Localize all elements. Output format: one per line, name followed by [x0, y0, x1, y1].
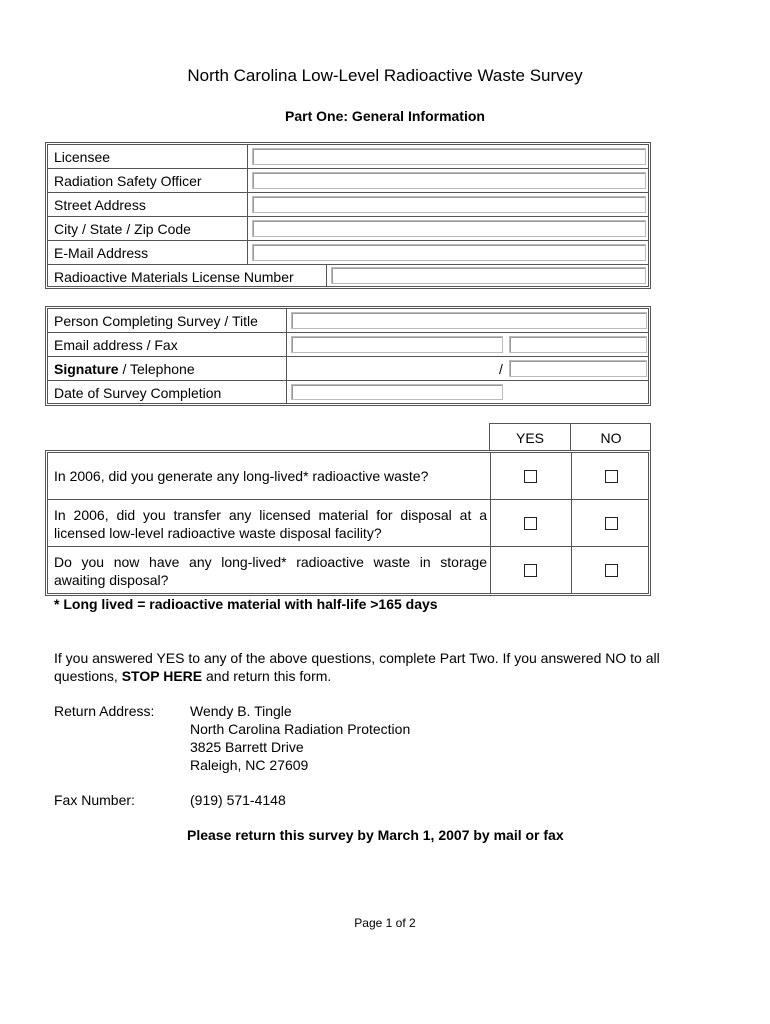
license-label: Radioactive Materials License Number [54, 269, 294, 285]
city-input[interactable] [252, 220, 646, 237]
license-row [48, 265, 648, 286]
fax-value: (919) 571-4148 [190, 792, 286, 808]
email-fax-row [48, 333, 648, 357]
signature-label: Signature / Telephone [54, 361, 195, 377]
license-input[interactable] [331, 267, 646, 284]
address-line: Wendy B. Tingle [190, 703, 292, 719]
fax-label: Fax Number: [54, 792, 135, 808]
address-line: Raleigh, NC 27609 [190, 757, 309, 773]
general-info-table [45, 142, 651, 289]
person-row [48, 309, 648, 333]
questions-table [45, 450, 651, 596]
instructions [54, 649, 744, 685]
street-input[interactable] [252, 196, 646, 213]
question-row [48, 453, 648, 500]
page-title: North Carolina Low-Level Radioactive Waste Survey [187, 66, 583, 85]
signature-separator: / [499, 361, 503, 377]
street-row [48, 193, 648, 217]
question-text: Do you now have any long-lived* radioactive waste in storage awaiting disposal? [54, 554, 487, 588]
rso-label: Radiation Safety Officer [54, 173, 202, 189]
instructions-line1: If you answered YES to any of the above questions, complete Part Two. If you answered NO to all [54, 650, 660, 666]
q3-no-checkbox[interactable] [605, 564, 618, 577]
q3-yes-checkbox[interactable] [524, 564, 537, 577]
page-number: Page 1 of 2 [354, 916, 416, 930]
city-label: City / State / Zip Code [54, 221, 191, 237]
return-address-label: Return Address: [54, 703, 155, 719]
question-text: In 2006, did you generate any long-lived* radioactive waste? [54, 468, 429, 484]
deadline-notice: Please return this survey by March 1, 2007 by mail or fax [187, 827, 564, 843]
questions-header [489, 423, 651, 451]
city-row [48, 217, 648, 241]
question-text: In 2006, did you transfer any licensed material for disposal at a licensed low-level radioactive waste disposal facility? [54, 507, 487, 541]
email-fax-label: Email address / Fax [54, 337, 178, 353]
email2-input[interactable] [291, 336, 503, 353]
question-row [48, 547, 648, 593]
licensee-label: Licensee [54, 149, 111, 165]
person-input[interactable] [291, 312, 647, 329]
yes-header: YES [515, 430, 544, 446]
q1-no-checkbox[interactable] [605, 470, 618, 483]
footnote: * Long lived = radioactive material with half-life >165 days [54, 596, 438, 612]
question-row [48, 500, 648, 547]
completion-table [45, 306, 651, 406]
licensee-row [48, 145, 648, 169]
address-line: North Carolina Radiation Protection [190, 721, 411, 737]
date-input[interactable] [291, 384, 503, 400]
date-label: Date of Survey Completion [54, 385, 222, 401]
date-row [48, 381, 648, 403]
email-label: E-Mail Address [54, 245, 149, 261]
instructions-line2: questions, STOP HERE and return this form. [54, 668, 332, 684]
telephone-input[interactable] [509, 360, 647, 377]
address-line: 3825 Barrett Drive [190, 739, 304, 755]
q1-yes-checkbox[interactable] [524, 470, 537, 483]
no-header: NO [600, 430, 622, 446]
section-title: Part One: General Information [285, 108, 485, 124]
licensee-input[interactable] [252, 148, 646, 165]
street-label: Street Address [54, 197, 146, 213]
person-label: Person Completing Survey / Title [54, 313, 258, 329]
rso-row [48, 169, 648, 193]
rso-input[interactable] [252, 172, 646, 189]
return-address [190, 702, 410, 774]
fax-input[interactable] [509, 336, 647, 353]
signature-row [48, 357, 648, 381]
email-row [48, 241, 648, 265]
email-input[interactable] [252, 244, 646, 261]
q2-yes-checkbox[interactable] [524, 517, 537, 530]
q2-no-checkbox[interactable] [605, 517, 618, 530]
